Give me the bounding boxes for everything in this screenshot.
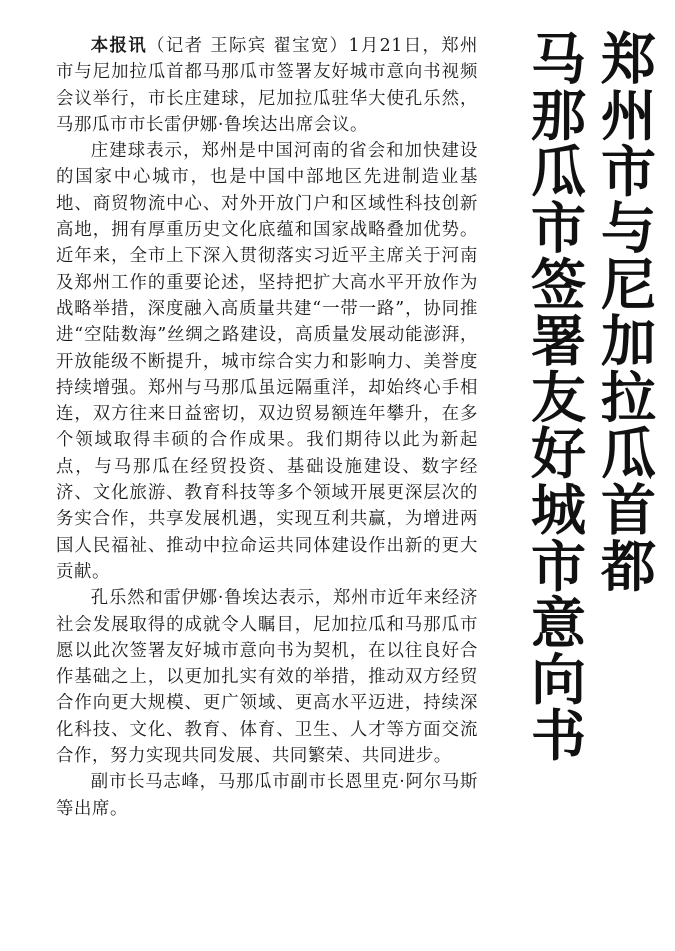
paragraph-2: 庄建球表示，郑州是中国河南的省会和加快建设的国家中心城市，也是中国中部地区先进制造业基地、商贸物流中心、对外开放门户和区域性科技创新高地，拥有厚重历史文化底蕴和国家战略叠加优势。近年来，全市上下深入贯彻落实习近平主席关于河南及郑州工作的重要论述，坚持把扩大高水平开放作为战略举措，深度融入高质量共建“一带一路”，协同推进“空陆数海”丝绸之路建设，高质量发展动能澎湃，开放能级不断提升，城市综合实力和影响力、美誉度持续增强。郑州与马那瓜虽远隔重洋，却始终心手相连，双方往来日益密切，双边贸易额连年攀升，在多个领域取得丰硕的合作成果。我们期待以此为新起点，与马那瓜在经贸投资、基础设施建设、数字经济、文化旅游、教育科技等多个领域开展更深层次的务实合作，共享发展机遇，实现互利共赢，为增进两国人民福祉、推动中拉命运共同体建设作出新的更大贡献。: [56, 141, 478, 582]
paragraph-3: 孔乐然和雷伊娜·鲁埃达表示，郑州市近年来经济社会发展取得的成就令人瞩目，尼加拉瓜和马那瓜市愿以此次签署友好城市意向书为契机，在以往良好合作基础之上，以更加扎实有效的举措，推动双方经贸合作向更大规模、更广领域、更高水平迈进，持续深化科技、文化、教育、体育、卫生、人才等方面交流合作，努力实现共同发展、共同繁荣、共同进步。: [56, 588, 478, 767]
paragraph-1: [56, 33, 478, 138]
headline-line-2: 马那瓜市签署友好城市意向书: [522, 30, 586, 764]
headline-line-1: 郑州市与尼加拉瓜首都: [592, 30, 656, 594]
headline: [519, 30, 659, 930]
byline: （记者 王际宾 翟宝宽）: [147, 36, 349, 56]
paragraph-1-text: 1月21日，郑州市与尼加拉瓜首都马那瓜市签署友好城市意向书视频会议举行，市长庄建球，尼加拉瓜驻华大使孔乐然，马那瓜市市长雷伊娜·鲁埃达出席会议。: [56, 36, 478, 135]
paragraph-4: 副市长马志峰，马那瓜市副市长恩里克·阿尔马斯等出席。: [56, 772, 478, 819]
lead-label: 本报讯: [90, 36, 148, 56]
article-body: [56, 33, 478, 822]
